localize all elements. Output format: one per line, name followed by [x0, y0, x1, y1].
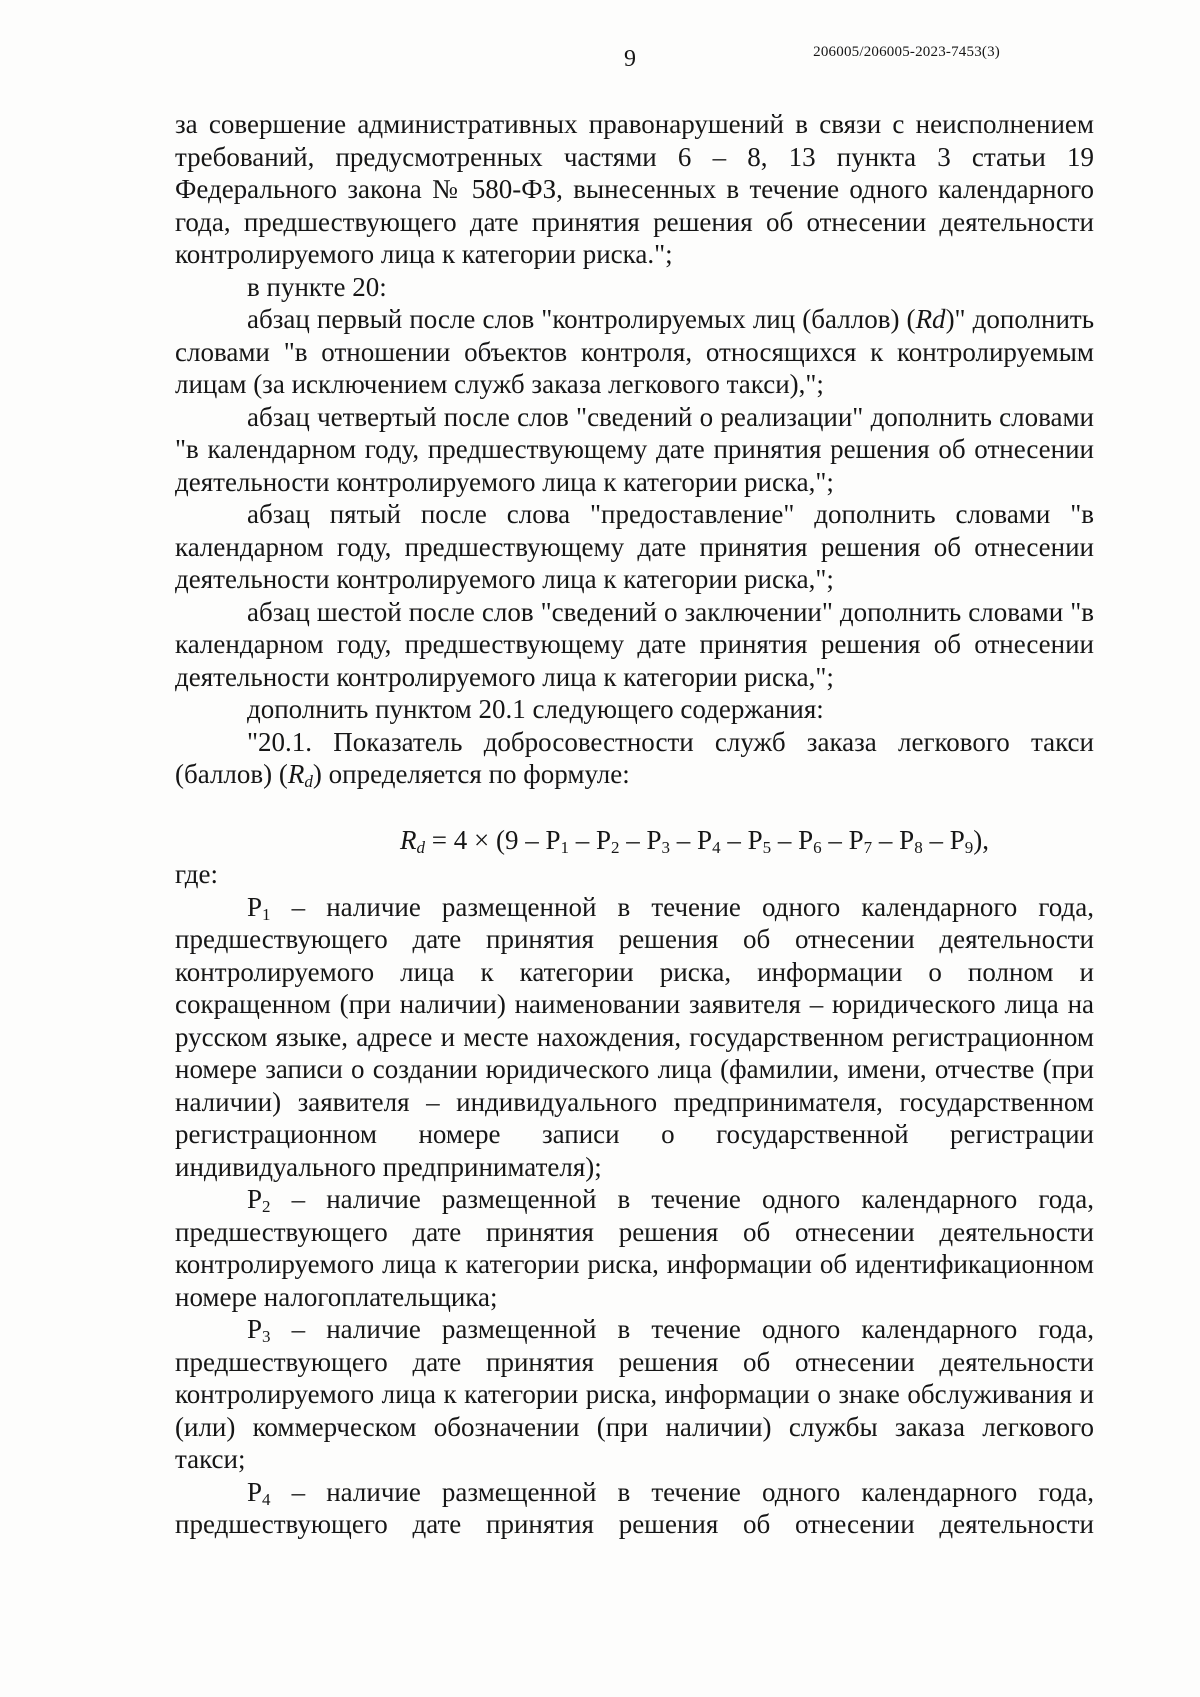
formula-text: = 4 × (9 – P: [425, 824, 561, 855]
definition-subscript: 3: [262, 1327, 271, 1346]
formula-text: ),: [973, 824, 989, 855]
definition-subscript: 1: [262, 904, 271, 924]
definition-symbol: P: [247, 1184, 263, 1214]
definition-text: – наличие размещенной в течение одного календарного года, предшествующего дате принятия решения об отнесении деятельности: [175, 1476, 1094, 1539]
definition-symbol: P: [247, 1476, 263, 1507]
paragraph: в пункте 20:: [247, 271, 387, 302]
document-body: [175, 108, 1094, 1541]
formula-subscript: d: [416, 837, 426, 857]
definition-subscript: 2: [262, 1197, 271, 1216]
italic-symbol: R: [287, 759, 305, 789]
formula-subscript: 4: [712, 837, 721, 857]
formula-subscript: 5: [762, 837, 772, 857]
definition-text: – наличие размещенной в течение одного календарного года, предшествующего дате принятия решения об отнесении деятельности контролируемого лица к категории риска, информации о полном и сокращенном (при наличии) наименовании заявителя – юридического лица на русском языке, адресе и месте нахождения, государственном регистрационном номере записи о создании юридического лица (фамилии, имени, отчестве (при наличии) заявителя – индивидуального предпринимателя, государственном регистрационном номере записи о государственной регистрации индивидуального предпринимателя);: [175, 891, 1094, 1182]
formula-symbol: R: [400, 824, 417, 855]
paragraph: за совершение административных правонарушений в связи с неисполнением требований, предусмотренных частями 6 – 8, 13 пункта 3 статьи 19 Федерального закона № 580-ФЗ, вынесенных в течение одного календарного года, предшествующего дате принятия решения об отнесении деятельности контролируемого лица к категории риска.";: [175, 109, 1094, 269]
where-label: где:: [175, 859, 218, 889]
paragraph: абзац шестой после слов "сведений о заключении" дополнить словами "в календарном году, предшествующему дате принятия решения об отнесении деятельности контролируемого лица к категории риска,";: [175, 596, 1094, 692]
formula-subscript: 6: [813, 837, 822, 857]
definition-item: [175, 1476, 1094, 1541]
formula-subscript: 2: [611, 837, 620, 857]
italic-symbol: Rd: [915, 304, 946, 334]
definition-text: – наличие размещенной в течение одного календарного года, предшествующего дате принятия решения об отнесении деятельности контролируемого лица к категории риска, информации об идентификационном номере налогоплательщика;: [175, 1184, 1094, 1312]
text-run: )" дополнить словами "в отношении объектов контроля, относящихся к контролируемым лицам (за исключением служб заказа легкового такси),";: [175, 304, 1095, 399]
definition-symbol: P: [247, 891, 263, 922]
formula-subscript: 8: [914, 837, 923, 857]
definition-item: [175, 1313, 1094, 1476]
formula-subscript: 3: [661, 837, 671, 857]
paragraph: [175, 303, 1094, 401]
definition-item: [175, 891, 1094, 1184]
formula-subscript: 1: [560, 837, 569, 857]
definition-item: [175, 1183, 1094, 1313]
document-id: 206005/206005-2023-7453(3): [813, 44, 1000, 60]
text-run: абзац первый после слов "контролируемых лиц (баллов) (: [247, 304, 916, 334]
definition-text: – наличие размещенной в течение одного календарного года, предшествующего дате принятия решения об отнесении деятельности контролируемого лица к категории риска, информации о знаке обслуживания и (или) коммерческом обозначении (при наличии) службы заказа легкового такси;: [175, 1314, 1094, 1474]
paragraph: абзац четвертый после слов "сведений о реализации" дополнить словами "в календарном году, предшествующему дате принятия решения об отнесении деятельности контролируемого лица к категории риска,";: [175, 401, 1094, 497]
page-number: 9: [624, 46, 636, 72]
paragraph: дополнить пунктом 20.1 следующего содержания:: [247, 694, 824, 724]
formula-subscript: 9: [964, 837, 974, 857]
text-run: "20.1. Показатель добросовестности служб заказа легкового такси (баллов) (: [175, 726, 1094, 789]
formula-subscript: 7: [863, 837, 873, 857]
paragraph: абзац пятый после слова "предоставление" дополнить словами "в календарном году, предшествующему дате принятия решения об отнесении деятельности контролируемого лица к категории риска,";: [175, 499, 1094, 594]
paragraph: [175, 726, 1094, 791]
definition-subscript: 4: [262, 1489, 271, 1509]
formula: $R_d = 4 \times (9 - P_1 - P_2 - P_3 - P_4 - P_5 - P_6 - P_7 - P_8 - P_9)$,: [400, 824, 989, 857]
definition-symbol: P: [247, 1314, 263, 1344]
subscript: d: [304, 772, 313, 791]
text-run: ) определяется по формуле:: [312, 759, 630, 789]
